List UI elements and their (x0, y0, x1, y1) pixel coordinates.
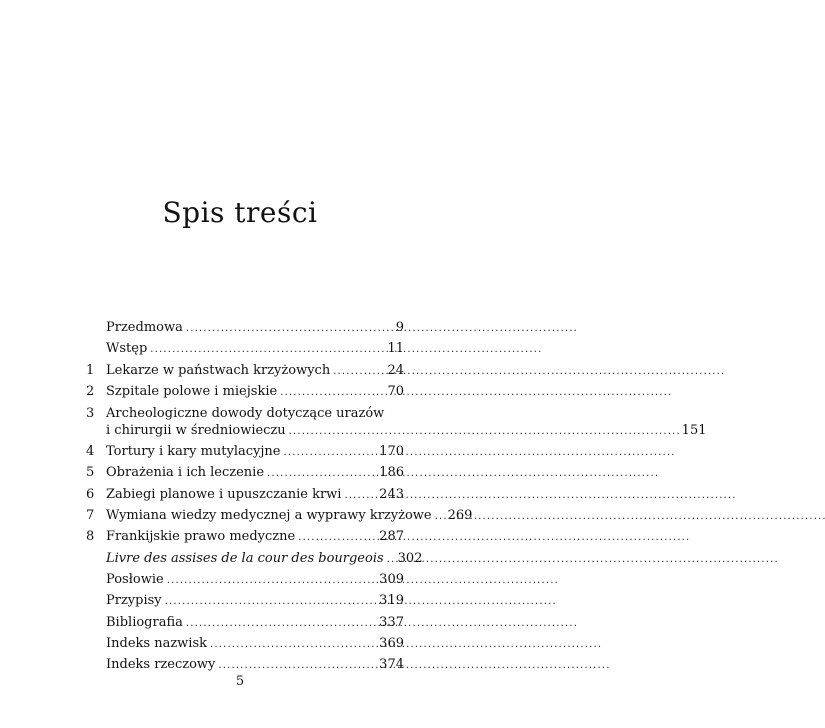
toc-entry-label-line-1: Archeologiczne dowody dotyczące urazów (106, 406, 385, 422)
toc-entry-bibliografia (86, 613, 404, 634)
toc-entry-number: 6 (86, 486, 95, 502)
dot-leader (298, 527, 376, 548)
toc-entry-label: Posłowie (106, 571, 164, 587)
dot-leader (284, 442, 377, 463)
toc-entry-label: Livre des assises de la cour des bourgeois (106, 550, 384, 566)
toc-entry-page: 319 (379, 593, 404, 609)
toc-entry-label-line-2: i chirurgii w średniowieczu (106, 423, 286, 439)
toc-entry-chapter-7 (86, 506, 473, 527)
toc-entry-label: Lekarze w państwach krzyżowych (106, 362, 331, 378)
toc-entry-page: 11 (387, 341, 404, 357)
dot-leader (150, 339, 384, 360)
toc-entry-number: 3 (86, 406, 95, 422)
toc-entry-label: Frankijskie prawo medyczne (106, 529, 296, 545)
dot-leader (167, 570, 376, 591)
toc-entry-page: 243 (379, 486, 404, 502)
toc-entry-page: 24 (387, 362, 404, 378)
dot-leader (186, 613, 376, 634)
toc-entry-przedmowa (86, 318, 404, 339)
toc-entry-label: Wstęp (106, 341, 148, 357)
toc-entry-label: Przypisy (106, 593, 162, 609)
toc-entry-chapter-6 (86, 485, 404, 506)
toc-entry-page: 151 (681, 423, 707, 439)
dot-leader (344, 485, 376, 506)
toc-entry-page: 186 (379, 465, 404, 481)
page-number: 5 (235, 674, 245, 689)
dot-leader (186, 318, 393, 339)
table-of-contents (86, 318, 707, 676)
dot-leader (210, 634, 376, 655)
toc-entry-chapter-2 (86, 382, 404, 403)
toc-entry-number: 1 (86, 362, 95, 378)
toc-entry-label: Przedmowa (106, 320, 183, 335)
toc-entry-label: Tortury i kary mutylacyjne (106, 444, 281, 460)
dot-leader (280, 382, 384, 403)
toc-entry-wstep (86, 339, 404, 360)
dot-leader (165, 591, 377, 612)
toc-entry-label: Zabiegi planowe i upuszczanie krwi (106, 486, 342, 502)
toc-entry-label: Indeks nazwisk (106, 635, 208, 651)
dot-leader (387, 549, 395, 570)
toc-entry-page: 337 (379, 614, 404, 630)
page-title: Spis treści (162, 196, 318, 229)
toc-entry-label: Szpitale polowe i miejskie (106, 383, 278, 399)
toc-entry-chapter-4 (86, 442, 404, 463)
toc-entry-chapter-5 (86, 463, 404, 484)
toc-entry-chapter-3 (86, 405, 707, 440)
toc-entry-page: 374 (379, 657, 404, 673)
dot-leader (289, 422, 679, 440)
toc-entry-indeks-nazwisk (86, 634, 404, 655)
dot-leader (435, 506, 445, 527)
dot-leader (333, 361, 384, 382)
toc-entry-page: 309 (379, 571, 404, 587)
dot-leader (267, 463, 376, 484)
toc-entry-number: 7 (86, 508, 95, 524)
toc-entry-number: 8 (86, 529, 95, 545)
toc-entry-chapter-8 (86, 527, 404, 548)
toc-entry-page: 269 (447, 508, 473, 524)
toc-entry-label: Indeks rzeczowy (106, 657, 216, 673)
toc-entry-label: Obrażenia i ich leczenie (106, 465, 265, 481)
toc-entry-livre-des-assises (86, 549, 423, 570)
toc-entry-label: Wymiana wiedzy medycznej a wyprawy krzyżowe (106, 508, 432, 524)
toc-entry-przypisy (86, 591, 404, 612)
toc-entry-label: Bibliografia (106, 614, 183, 630)
toc-entry-number: 5 (86, 465, 95, 481)
toc-entry-page: 70 (387, 383, 404, 399)
toc-entry-page: 170 (379, 444, 404, 460)
toc-entry-number: 4 (86, 444, 95, 460)
toc-entry-poslowie (86, 570, 404, 591)
toc-entry-number: 2 (86, 383, 95, 399)
toc-entry-page: 369 (379, 635, 404, 651)
toc-entry-page: 287 (379, 529, 404, 545)
toc-entry-chapter-1 (86, 361, 404, 382)
toc-entry-page: 302 (397, 550, 423, 566)
toc-entry-page: 9 (395, 320, 404, 335)
